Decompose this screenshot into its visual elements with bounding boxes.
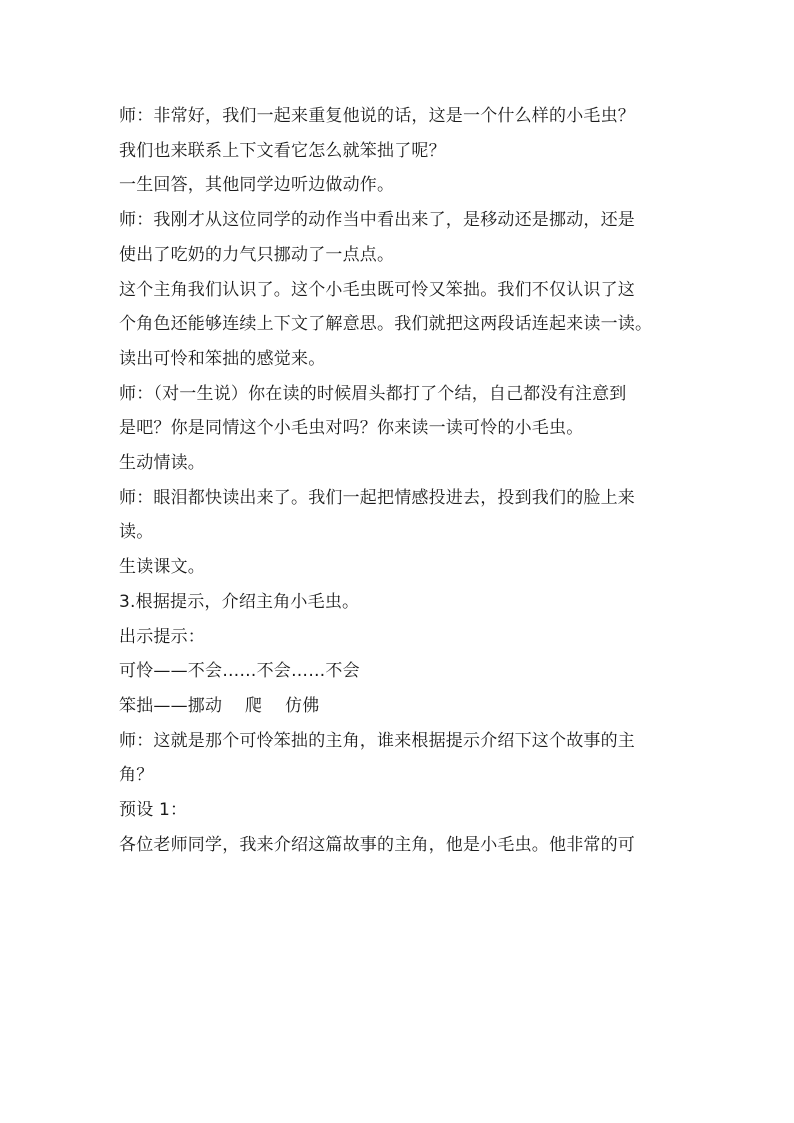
section-heading: 3.根据提示，介绍主角小毛虫。 [119,591,360,612]
text-line: 读出可怜和笨拙的感觉来。 [119,348,326,369]
text-line: 是吧？你是同情这个小毛虫对吗？你来读一读可怜的小毛虫。 [119,418,584,439]
document-body [119,99,691,862]
text-line: 生读课文。 [119,557,205,578]
text-line: 读。 [119,522,154,543]
text-line: 一生回答，其他同学边听边做动作。 [119,175,395,196]
text-line: 各位老师同学，我来介绍这篇故事的主角，他是小毛虫。他非常的可 [119,834,635,855]
text-line: 角？ [119,765,154,786]
text-line: 师：（对一生说）你在读的时候眉头都打了个结，自己都没有注意到 [119,383,627,404]
text-line: 预设 1： [119,800,188,821]
text-line: 我们也来联系上下文看它怎么就笨拙了呢？ [119,140,446,161]
text-line: 师：非常好，我们一起来重复他说的话，这是一个什么样的小毛虫？ [119,106,635,126]
text-line: 笨拙——挪动 爬 仿佛 [119,695,320,716]
text-line: 师：眼泪都快读出来了。我们一起把情感投进去，投到我们的脸上来 [119,487,635,508]
text-line: 师：我刚才从这位同学的动作当中看出来了，是移动还是挪动，还是 [119,210,635,231]
text-line: 生动情读。 [119,453,205,474]
text-line: 个角色还能够连续上下文了解意思。我们就把这两段话连起来读一读。 [119,314,653,335]
text-line: 可怜——不会……不会……不会 [119,661,360,682]
text-line: 出示提示： [119,626,205,647]
text-line: 这个主角我们认识了。这个小毛虫既可怜又笨拙。我们不仅认识了这 [119,279,635,300]
text-line: 师：这就是那个可怜笨拙的主角，谁来根据提示介绍下这个故事的主 [119,730,635,751]
text-line: 使出了吃奶的力气只挪动了一点点。 [119,244,395,265]
